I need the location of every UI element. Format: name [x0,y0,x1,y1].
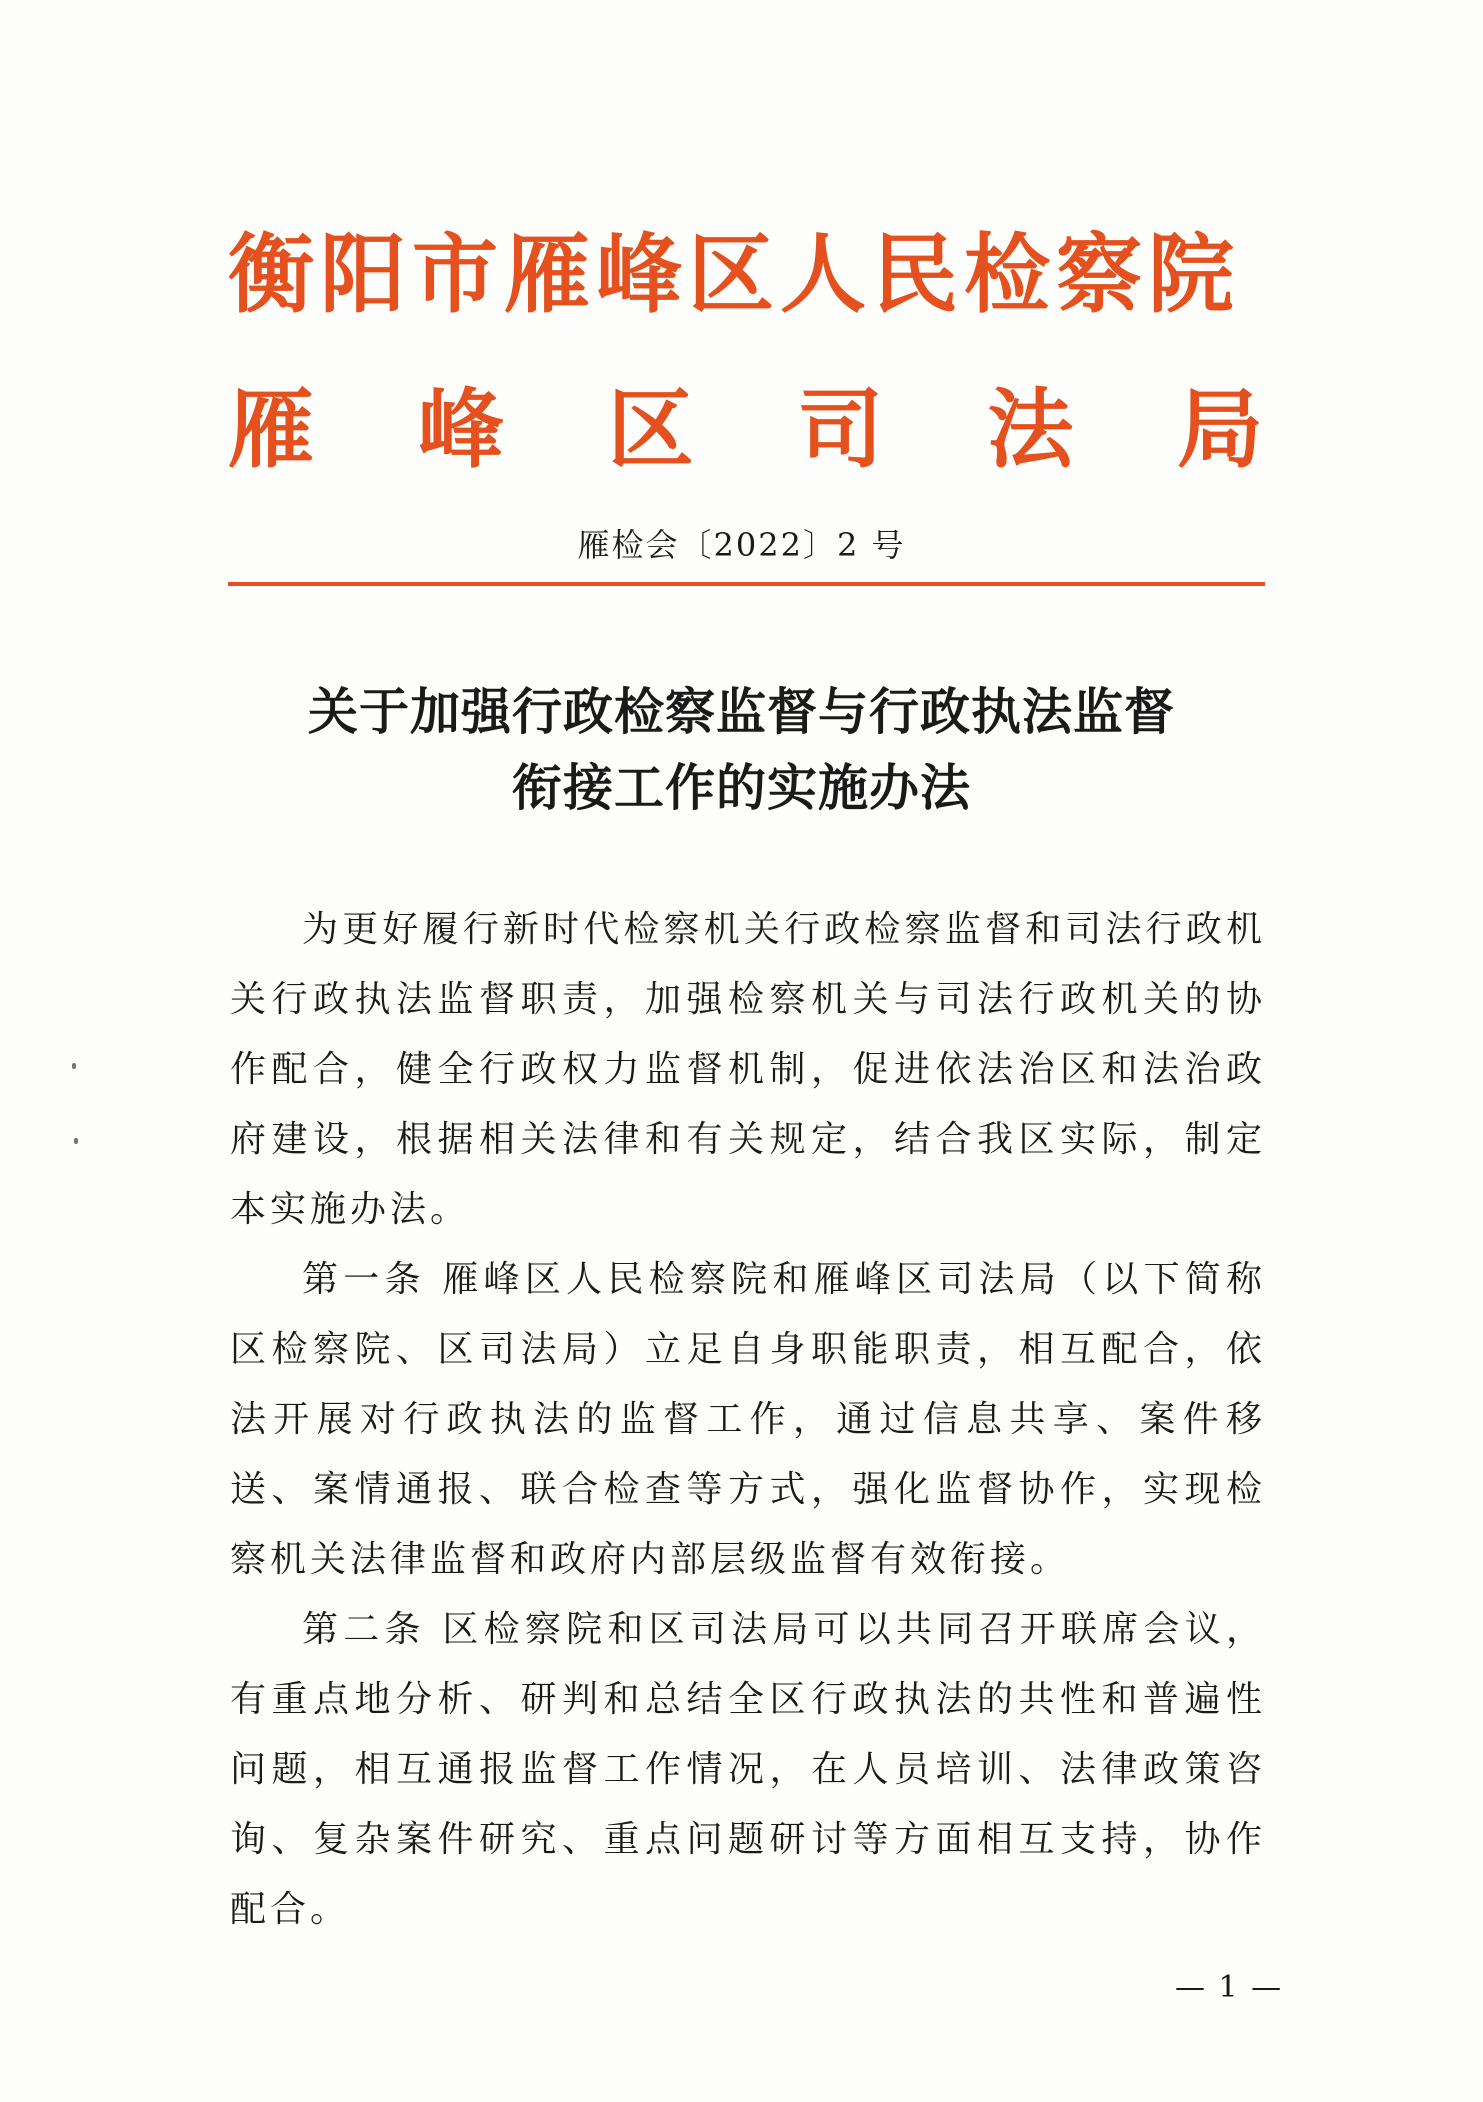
org-char: 局 [1176,380,1263,480]
body-paragraph-article-2: 第二条 区检察院和区司法局可以共同召开联席会议，有重点地分析、研判和总结全区行政执法的共性和普遍性问题，相互通报监督工作情况，在人员培训、法律政策咨询、复杂案件研究、重点问题研讨等方面相互支持，协作配合。 [230,1609,1266,1930]
body-paragraph-preamble: 为更好履行新时代检察机关行政检察监督和司法行政机关行政执法监督职责，加强检察机关与司法行政机关的协作配合，健全行政权力监督机制，促进依法治区和法治政府建设，根据相关法律和有关规定，结合我区实际，制定本实施办法。 [230,909,1266,1230]
body-paragraph-article-1: 第一条 雁峰区人民检察院和雁峰区司法局（以下简称区检察院、区司法局）立足自身职能职责，相互配合，依法开展对行政执法的监督工作，通过信息共享、案件移送、案情通报、联合检查等方式，强化监督协作，实现检察机关法律监督和政府内部层级监督有效衔接。 [230,1259,1266,1580]
issuing-org-procuratorate: 衡阳市雁峰区人民检察院 [228,225,1240,325]
org-char: 司 [797,380,884,480]
org-char: 区 [607,380,694,480]
document-title-line-1: 关于加强行政检察监督与行政执法监督 [308,683,1175,741]
document-title-line-2: 衔接工作的实施办法 [512,759,971,817]
scan-speck [72,1063,76,1069]
issuing-org-justice-bureau [228,360,1263,484]
scan-speck [74,1138,78,1144]
document-number: 雁检会〔2022〕2 号 [577,526,906,564]
page-number: — 1 — [1175,1970,1284,2005]
org-char: 雁 [228,380,314,480]
org-char: 峰 [417,380,504,480]
red-header-divider [228,582,1265,586]
org-char: 法 [987,380,1074,480]
document-body [230,895,1266,1945]
